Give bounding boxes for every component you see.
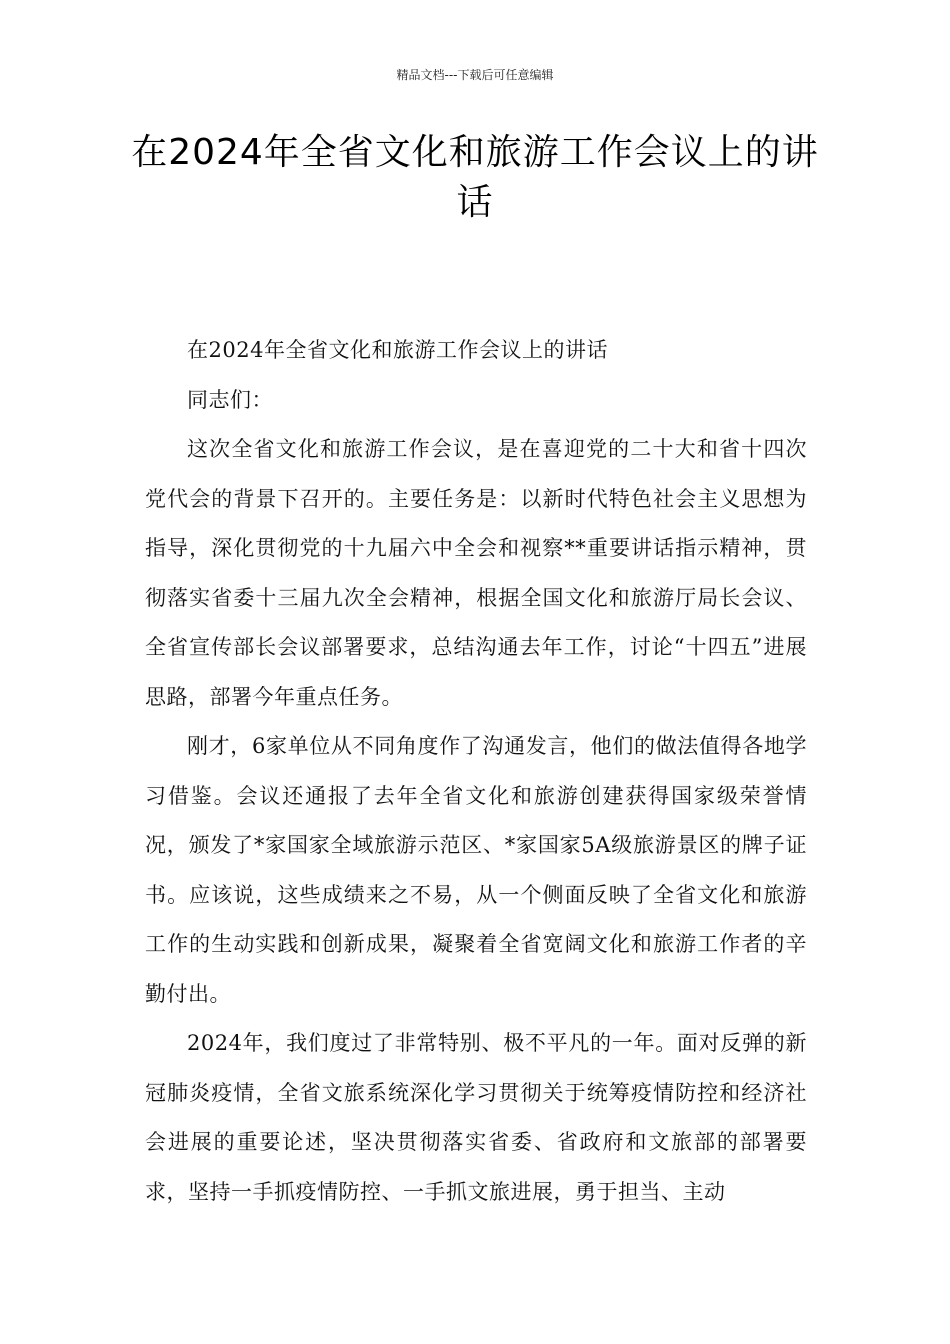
document-title: 在2024年全省文化和旅游工作会议上的讲话 bbox=[131, 132, 819, 223]
document-body bbox=[145, 326, 807, 1217]
header-note: 精品文档---下载后可任意编辑 bbox=[396, 68, 554, 82]
paragraph-subtitle: 在2024年全省文化和旅游工作会议上的讲话 bbox=[187, 338, 608, 362]
paragraph-exchange: 刚才，6家单位从不同角度作了沟通发言，他们的做法值得各地学习借鉴。会议还通报了去年全省文化和旅游创建获得国家级荣誉情况，颁发了*家国家全域旅游示范区、*家国家5A级旅游景区的牌子证书。应该说，这些成绩来之不易，从一个侧面反映了全省文化和旅游工作的生动实践和创新成果，凝聚着全省宽阔文化和旅游工作者的辛勤付出。 bbox=[145, 734, 807, 1006]
paragraph-salutation: 同志们： bbox=[187, 387, 273, 412]
paragraph-intro: 这次全省文化和旅游工作会议，是在喜迎党的二十大和省十四次党代会的背景下召开的。主要任务是：以新时代特色社会主义思想为指导，深化贯彻党的十九届六中全会和视察**重要讲话指示精神，贯彻落实省委十三届九次全会精神，根据全国文化和旅游厅局长会议、全省宣传部长会议部署要求，总结沟通去年工作，讨论“十四五”进展思路，部署今年重点任务。 bbox=[145, 437, 807, 709]
paragraph-review: 2024年，我们度过了非常特别、极不平凡的一年。面对反弹的新冠肺炎疫情，全省文旅系统深化学习贯彻关于统筹疫情防控和经济社会进展的重要论述，坚决贯彻落实省委、省政府和文旅部的部署要求，坚持一手抓疫情防控、一手抓文旅进展，勇于担当、主动 bbox=[145, 1031, 807, 1204]
